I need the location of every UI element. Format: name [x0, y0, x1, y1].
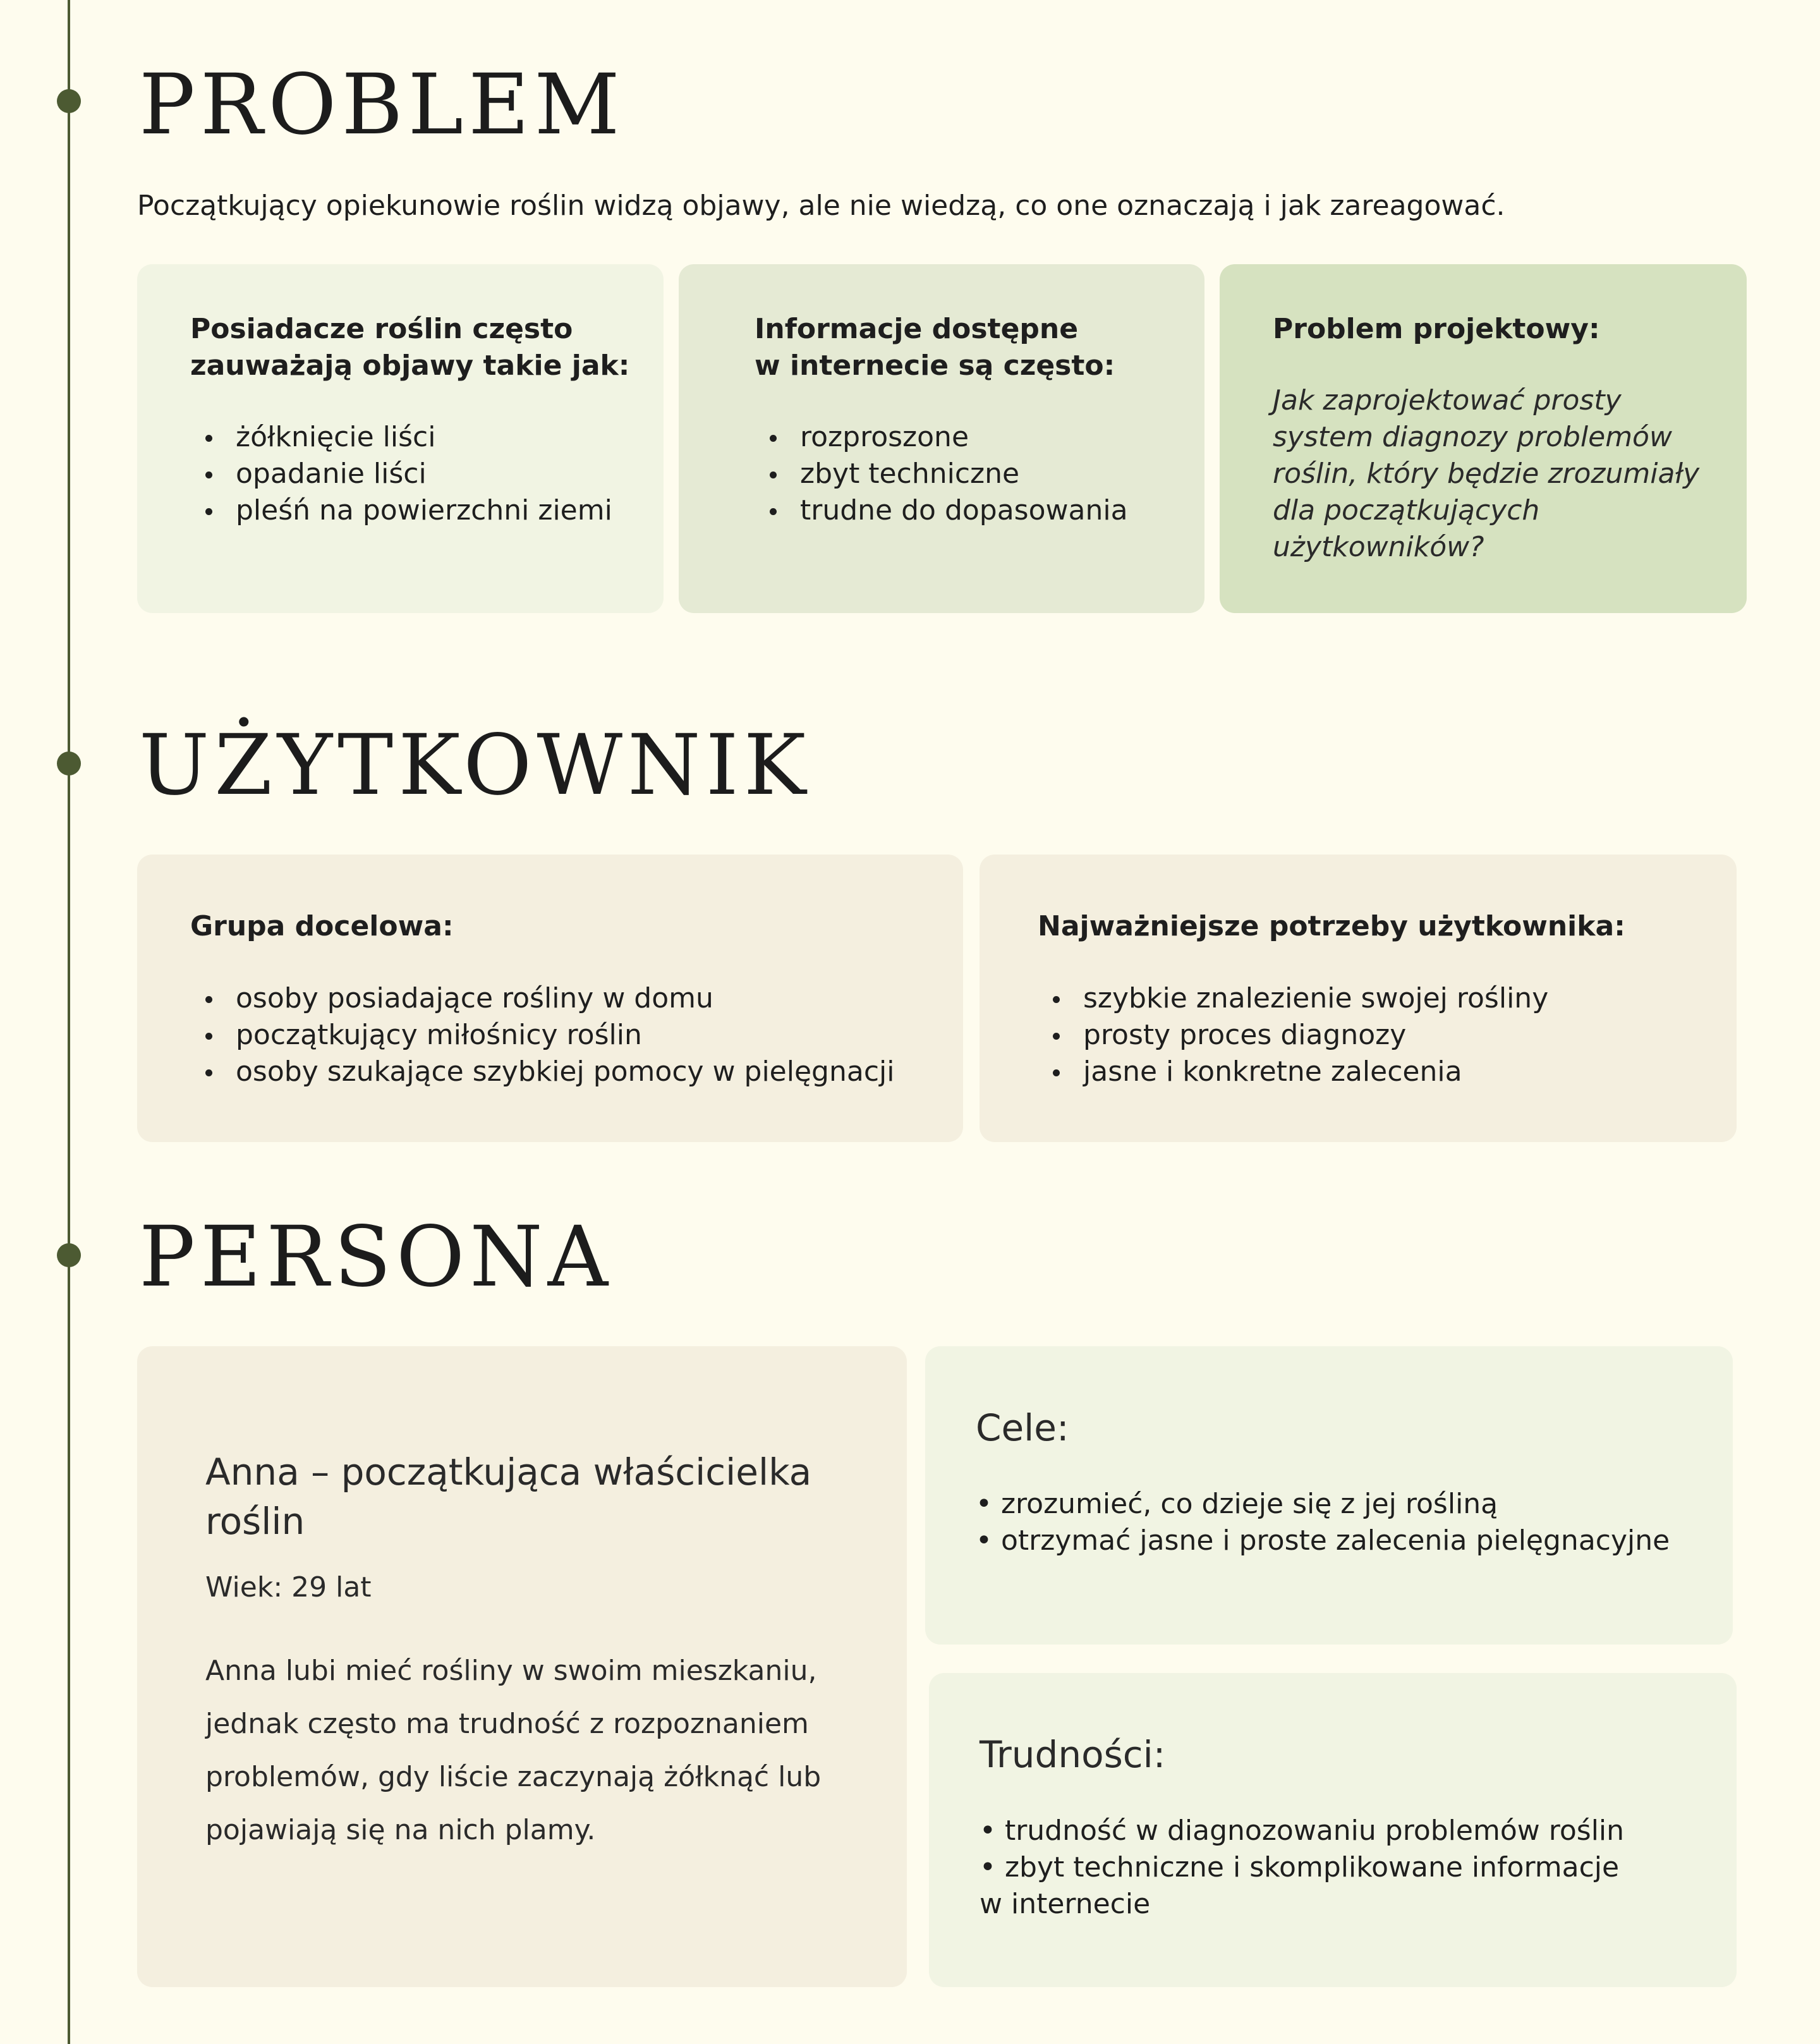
- list-item: jasne i konkretne zalecenia: [1038, 1054, 1737, 1090]
- list-item: początkujący miłośnicy roślin: [190, 1017, 963, 1054]
- list-item: opadanie liści: [190, 456, 664, 492]
- user-needs-card: [980, 855, 1737, 1142]
- target-group-title: Grupa docelowa:: [190, 910, 454, 942]
- difficulties-title: Trudności:: [980, 1733, 1166, 1776]
- list-item: żółknięcie liści: [190, 419, 664, 456]
- persona-name: Anna – początkująca właścicielka roślin: [205, 1451, 812, 1543]
- target-group-list: [190, 980, 963, 1090]
- internet-info-card-title: Informacje dostępne w internecie są często:: [755, 313, 1115, 382]
- timeline-dot-user: [57, 751, 81, 776]
- list-item: rozproszone: [755, 419, 1204, 456]
- symptoms-card-title: Posiadacze roślin często zauważają objawy takie jak:: [190, 313, 630, 382]
- timeline-line: [68, 0, 70, 2044]
- list-item: pleśń na powierzchni ziemi: [190, 492, 664, 529]
- persona-difficulties-card: [929, 1673, 1737, 1987]
- section-title-persona: PERSONA: [139, 1208, 614, 1306]
- problem-intro: Początkujący opiekunowie roślin widzą objawy, ale nie wiedzą, co one oznaczają i jak zareagować.: [137, 190, 1505, 222]
- symptoms-list: [190, 419, 664, 529]
- section-title-problem: PROBLEM: [139, 56, 625, 154]
- target-group-card: [137, 855, 963, 1142]
- difficulties-list: [980, 1813, 1737, 1923]
- list-item: zbyt techniczne: [755, 456, 1204, 492]
- list-item: osoby posiadające rośliny w domu: [190, 980, 963, 1017]
- list-item: • zbyt techniczne i skomplikowane informacje: [980, 1851, 1620, 1883]
- design-problem-title: Problem projektowy:: [1273, 313, 1600, 345]
- design-problem-card: [1220, 264, 1747, 613]
- timeline-dot-problem: [57, 89, 81, 113]
- user-needs-title: Najważniejsze potrzeby użytkownika:: [1038, 910, 1625, 942]
- internet-info-card: [679, 264, 1204, 613]
- goals-title: Cele:: [976, 1406, 1069, 1449]
- persona-age: Wiek: 29 lat: [205, 1571, 372, 1603]
- list-item: • zrozumieć, co dzieje się z jej rośliną: [976, 1488, 1498, 1520]
- list-item: • otrzymać jasne i proste zalecenia pielęgnacyjne: [976, 1524, 1670, 1557]
- list-item: osoby szukające szybkiej pomocy w pielęgnacji: [190, 1054, 963, 1090]
- user-needs-list: [1038, 980, 1737, 1090]
- list-item: szybkie znalezienie swojej rośliny: [1038, 980, 1737, 1017]
- list-item: prosty proces diagnozy: [1038, 1017, 1737, 1054]
- list-item: trudne do dopasowania: [755, 492, 1204, 529]
- list-item: w internecie: [980, 1888, 1151, 1920]
- persona-goals-card: [925, 1346, 1733, 1645]
- timeline-dot-persona: [57, 1243, 81, 1267]
- design-problem-question: Jak zaprojektować prosty system diagnozy problemów roślin, który będzie zrozumiały dla początkujących użytkowników?: [1273, 384, 1700, 563]
- persona-description: Anna lubi mieć rośliny w swoim mieszkaniu, jednak często ma trudność z rozpoznaniem problemów, gdy liście zaczynają żółknąć lub pojawiają się na nich plamy.: [205, 1655, 822, 1846]
- persona-profile-card: [137, 1346, 907, 1987]
- section-title-user: UŻYTKOWNIK: [139, 717, 811, 814]
- internet-info-list: [755, 419, 1204, 529]
- list-item: • trudność w diagnozowaniu problemów roślin: [980, 1815, 1625, 1847]
- goals-list: [976, 1486, 1733, 1559]
- symptoms-card: [137, 264, 664, 613]
